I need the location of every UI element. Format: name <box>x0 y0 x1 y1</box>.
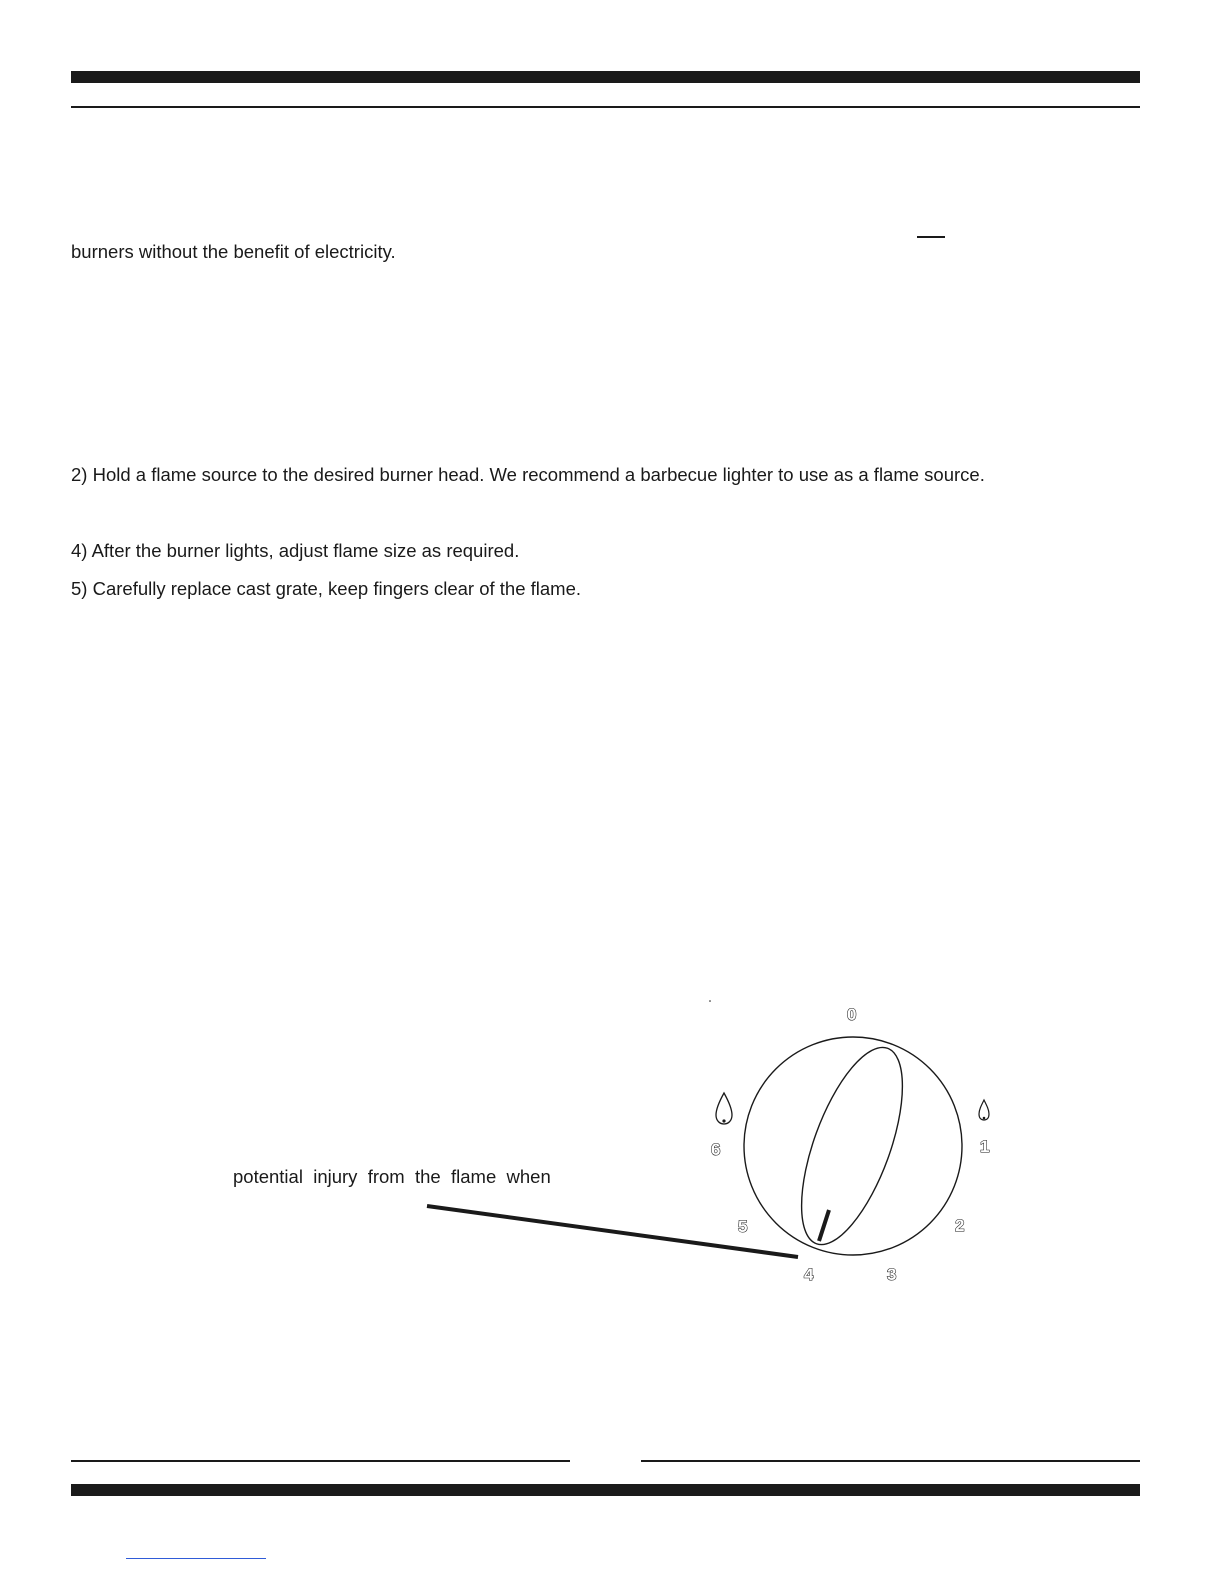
dial-label-5: 5 <box>738 1217 748 1236</box>
small-flame-icon <box>979 1100 989 1120</box>
footer-rule-right <box>641 1460 1140 1462</box>
knob-indicator <box>819 1210 829 1241</box>
dial-label-0: 0 <box>847 1005 857 1024</box>
footer-rule-left <box>71 1460 570 1462</box>
dial-label-2: 2 <box>955 1216 965 1235</box>
link-underline-fragment <box>126 1558 266 1559</box>
step-2-text: 2) Hold a flame source to the desired burner head. We recommend a barbecue lighter to use as a flame source. <box>71 464 985 485</box>
dial-label-6: 6 <box>711 1140 721 1159</box>
step-5-text: 5) Carefully replace cast grate, keep fingers clear of the flame. <box>71 578 582 599</box>
knob-grip <box>781 1035 924 1256</box>
step-4-text: 4) After the burner lights, adjust flame size as required. <box>71 540 520 561</box>
stray-dot <box>709 1000 711 1002</box>
large-flame-icon <box>716 1093 732 1124</box>
dial-label-3: 3 <box>887 1265 897 1284</box>
footer-thick-bar <box>71 1484 1140 1496</box>
figure-caption-fragment: potential injury from the flame when <box>233 1166 551 1187</box>
dial-label-1: 1 <box>980 1137 990 1156</box>
intro-tail-text: burners without the benefit of electricity. <box>71 241 396 262</box>
dial-label-4: 4 <box>804 1265 814 1284</box>
